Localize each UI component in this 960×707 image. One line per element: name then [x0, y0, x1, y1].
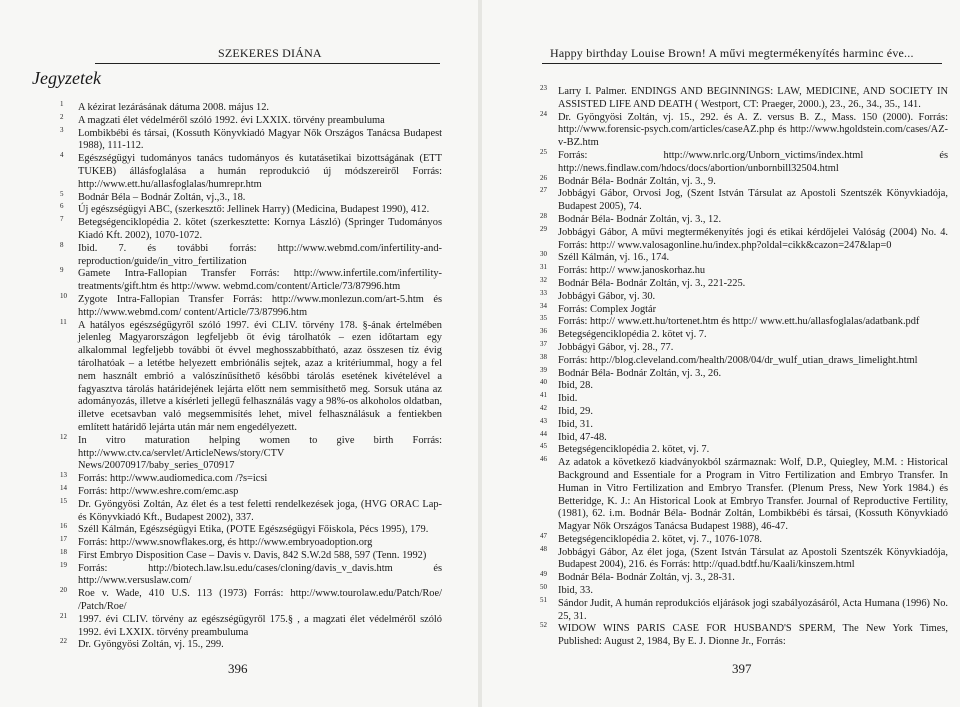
footnote	[540, 301, 948, 317]
footnote-number: 29	[540, 224, 547, 233]
footnote	[540, 416, 948, 432]
footnote-number: 15	[60, 496, 67, 505]
footnote	[60, 102, 442, 115]
footnote-text: First Embryo Disposition Case – Davis v. Davis, 842 S.W.2d 588, 597 (Tenn. 1992)	[78, 549, 427, 561]
header-rule-left	[95, 63, 440, 64]
footnote-text: Széll Kálmán, vj. 16., 174.	[558, 252, 670, 264]
footnote	[60, 153, 442, 191]
footnote	[60, 204, 442, 217]
footnote-text: Zygote Intra-Fallopian Transfer Forrás: http://www.monlezun.com/art-5.htm és http://www.webmd.com/ content/Article/73/87996.htm	[78, 293, 442, 318]
footnote-text: Bodnár Béla- Bodnár Zoltán, vj. 3., 12.	[558, 213, 722, 225]
footnote-number: 44	[540, 429, 547, 438]
footnote-number: 14	[60, 483, 67, 492]
footnote-text: Ibid.	[558, 393, 578, 405]
footnote-text: Sándor Judit, A humán reprodukciós eljárások jogi szabályozásáról, Acta Humana (1996) No. 25, 31.	[558, 597, 948, 622]
footnote	[60, 524, 442, 537]
footnote	[540, 86, 948, 112]
footnote-text: Ibid, 28.	[558, 380, 593, 392]
footnote-number: 25	[540, 147, 547, 156]
footnote-number: 34	[540, 301, 547, 310]
footnote-text: Dr. Gyöngyösi Zoltán, Az élet és a test feletti rendelkezések joga, (HVG ORAC Lap- és Könyvkiadó Kft., Budapest 2002), 337.	[78, 498, 442, 523]
footnote-number: 33	[540, 288, 547, 297]
footnote-text: 1997. évi CLIV. törvény az egészségügyről 175.§ , a magzati élet védelméről szóló 1992. évi LXXIX. törvény preambuluma	[78, 613, 442, 638]
footnote-number: 20	[60, 586, 67, 595]
section-title: Jegyzetek	[32, 68, 101, 88]
footnote-text: Széll Kálmán, Egészségügyi Etika, (POTE Egészségügyi Főiskola, Pécs 1995), 179.	[78, 524, 429, 536]
footnote	[540, 275, 948, 291]
footnote	[60, 611, 442, 640]
footnote-text: Dr. Gyöngyösi Zoltán, vj. 15., 299.	[78, 639, 224, 651]
footnote-text: Új egészségügyi ABC, (szerkesztő: Jellinek Harry) (Medicina, Budapest 1990), 412.	[78, 204, 430, 216]
footnote-number: 3	[60, 125, 64, 134]
footnote-text: Ibid, 33.	[558, 585, 593, 597]
right-page	[482, 0, 960, 707]
footnote-number: 24	[540, 109, 547, 118]
footnote-text: Gamete Intra-Fallopian Transfer Forrás: http://www.infertile.com/infertility-treatments/gift.htm és http://www. webmd.com/content/Article/73/87996.htm	[78, 268, 442, 293]
footnote	[540, 188, 948, 214]
footnote	[60, 560, 442, 589]
footnote-text: Forrás: http://biotech.law.lsu.edu/cases/cloning/davis_v_davis.htm és http://www.versuslaw.com/	[78, 562, 442, 587]
footnote	[540, 173, 948, 189]
footnote	[540, 595, 948, 624]
footnote-number: 50	[540, 583, 547, 592]
footnote-text: A kézirat lezárásának dátuma 2008. május 12.	[78, 102, 270, 113]
footnote-number: 32	[540, 275, 547, 284]
footnote-text: Forrás: http://blog.cleveland.com/health/2008/04/dr_wulf_utian_draws_limelight.html	[558, 354, 918, 366]
footnote-text: Forrás: Complex Jogtár	[558, 303, 657, 315]
footnote	[60, 547, 442, 563]
footnote-number: 51	[540, 595, 547, 604]
footnote	[60, 432, 442, 473]
footnote	[540, 444, 948, 457]
footnote-number: 23	[540, 84, 547, 92]
footnote-text: Jobbágyi Gábor, A művi megtermékenyítés jogi és etikai kérdőjelei Valóság (2004) No. 4. Forrás: http:// www.valosagonline.hu/index.php?oldal=cikk&cazon=247&lap=0	[558, 226, 948, 251]
footnote	[60, 588, 442, 614]
footnote	[60, 240, 442, 269]
left-page	[0, 0, 478, 707]
footnote-text: Jobbágyi Gábor, Az élet joga, (Szent István Társulat az Apostoli Szentszék Könyvkiadója, Budapest 2004), 216. és Forrás: http://quad.bdtf.hu/Kaali/kinszem.html	[558, 546, 948, 571]
footnote-text: Jobbágyi Gábor, Orvosi Jog, (Szent István Társulat az Apostoli Szentszék Könyvkiadója, Budapest 2005), 74.	[558, 188, 948, 213]
footnote	[540, 339, 948, 355]
footnote-text: Bodnár Béla- Bodnár Zoltán, vj. 3., 9.	[558, 175, 716, 187]
footnote-text: Jobbágyi Gábor, vj. 30.	[558, 290, 656, 302]
footnote-text: Ibid. 7. és további forrás: http://www.webmd.com/infertility-and-reproduction/guide/in_vitro_fertilization	[78, 242, 442, 267]
footnote	[540, 531, 948, 547]
footnote	[540, 365, 948, 381]
footnote-text: Ibid, 31.	[558, 418, 593, 430]
footnote-text: Betegségenciklopédia 2. kötet vj. 7.	[558, 329, 707, 341]
footnote-text: In vitro maturation helping women to give birth Forrás: http://www.ctv.ca/servlet/ArticleNews/story/CTV News/20070917/baby_series_070917	[78, 434, 442, 472]
footnote	[540, 403, 948, 419]
footnote	[60, 537, 442, 550]
footnote-number: 27	[540, 186, 547, 195]
footnote-text: Betegségenciklopédia 2. kötet (szerkesztette: Kornya László) (Springer Tudományos Kiadó Kft. 2002), 1070-1072.	[78, 217, 442, 241]
footnote-number: 5	[60, 189, 64, 198]
footnote-number: 35	[540, 314, 547, 323]
footnote-number: 8	[60, 240, 64, 249]
footnote-number: 13	[60, 471, 67, 480]
footnote-text: A hatályos egészségügyről szóló 1997. évi CLIV. törvény 178. §-ának értelmében jelenleg Magyarországon legfeljebb öt évig tárolhatók – ezen időtartam egy alkalommal legfeljebb további öt évvel meghosszabbítható, azaz összesen tíz évig tárolhatóak – a letétbe helyezett embriónális sejtek, azaz a kritériummal, hogy a fel nem használt embrió a valószínűsíthető későbbi tárolás esetének kivételével a fagyasztva tárolás határidejének lejárta előtt nem semmisíthető meg. Sorsuk utána az adományozás, illetve a kísérleti jellegű felhasználás vagy a 98%-os alkoholos oldatban, illetve ecetsavban való megsemmisítés lehet, mivel felhasználásuk a fentiekben említett határidő lejárta után már nem engedélyezett.	[78, 319, 442, 433]
footnote	[540, 572, 948, 585]
footnote	[540, 429, 948, 445]
footnote-text: Forrás: http://www.eshre.com/emc.asp	[78, 485, 239, 497]
running-header-right: Happy birthday Louise Brown! A művi megtermékenyítés harminc éve...	[550, 46, 914, 60]
footnote	[60, 112, 442, 128]
footnote-text: Az adatok a következő kiadványokból származnak: Wolf, D.P., Quiegley, M.M. : Historical Background and Essentiale for a Program in Vitro Fertilization and Embryo Transfer. In Human in Vitro Fertilization and Embryo Transfer. (Plenum Press, New York 1984.) és Betteridge, K. J.: An Historical Look at Embryo Transfer. Journal of Reproductive Fertility, (1981), 62. i.m. Bodnár Béla- Bodnár Zoltán, Lombikbébi és társai, (Kossuth Könyvkiadó Magyar Nők Országos Tanácsa Budapest 1988), 46-47.	[558, 457, 948, 533]
footnote-number: 17	[60, 535, 67, 544]
header-rule-right	[542, 63, 942, 64]
footnote-text: Jobbágyi Gábor, vj. 28., 77.	[558, 341, 674, 353]
footnote-number: 49	[540, 570, 547, 579]
footnote	[540, 316, 948, 329]
footnote	[540, 623, 948, 649]
footnote-number: 36	[540, 327, 547, 336]
footnote-text: Bodnár Béla- Bodnár Zoltán, vj. 3., 221-225.	[558, 277, 746, 289]
footnote-text: A magzati élet védelméről szóló 1992. évi LXXIX. törvény preambuluma	[78, 114, 385, 126]
footnote-text: Bodnár Béla- Bodnár Zoltán, vj. 3., 28-31.	[558, 572, 735, 584]
footnote	[540, 329, 948, 342]
footnote-number: 22	[60, 637, 67, 646]
footnote	[540, 352, 948, 368]
footnote-number: 47	[540, 531, 547, 540]
footnote-number: 16	[60, 522, 67, 531]
footnote-number: 52	[540, 621, 547, 630]
footnote-number: 11	[60, 317, 67, 326]
notes-list-right	[540, 86, 948, 649]
page-number-left: 396	[228, 661, 248, 676]
footnote	[540, 457, 948, 534]
footnote-number: 12	[60, 432, 67, 441]
footnote	[60, 291, 442, 320]
footnote-text: Ibid, 47-48.	[558, 431, 607, 443]
footnote	[540, 252, 948, 265]
footnote-text: Forrás: http:// www.ett.hu/tortenet.htm és http:// www.ett.hu/allasfoglalas/adatbank.pdf	[558, 316, 920, 328]
footnote-text: Roe v. Wade, 410 U.S. 113 (1973) Forrás: http://www.tourolaw.edu/Patch/Roe/ /Patch/Roe/	[78, 588, 442, 613]
footnote-number: 1	[60, 100, 64, 108]
footnote	[540, 380, 948, 393]
footnote-number: 9	[60, 266, 64, 275]
running-header-left: SZEKERES DIÁNA	[218, 46, 322, 60]
footnote-text: Betegségenciklopédia 2. kötet, vj. 7.	[558, 444, 710, 456]
footnote	[540, 224, 948, 253]
footnote-number: 43	[540, 416, 547, 425]
footnote	[540, 288, 948, 304]
footnote-number: 6	[60, 202, 64, 211]
footnote	[60, 639, 442, 652]
footnote	[540, 544, 948, 573]
footnote-number: 46	[540, 455, 547, 464]
footnote	[60, 483, 442, 499]
footnote-number: 26	[540, 173, 547, 182]
footnote-text: Forrás: http:// www.janoskorhaz.hu	[558, 265, 706, 277]
footnote-text: Forrás: http://www.snowflakes.org, és http://www.embryoadoption.org	[78, 537, 373, 549]
footnote	[540, 265, 948, 278]
footnote-number: 18	[60, 547, 67, 556]
footnote-number: 37	[540, 339, 547, 348]
footnote-text: Forrás: http://www.nrlc.org/Unborn_victims/index.html és http://news.findlaw.com/hdocs/docs/abortion/unbornbill32504.html	[558, 149, 948, 174]
footnote	[60, 496, 442, 525]
footnote-number: 2	[60, 112, 64, 121]
footnote-number: 41	[540, 391, 547, 400]
footnote	[60, 268, 442, 294]
footnote-number: 10	[60, 291, 67, 300]
footnote-text: WIDOW WINS PARIS CASE FOR HUSBAND'S SPERM, The New York Times, Published: August 2, 1984, By E. J. Dionne Jr., Forrás:	[558, 623, 948, 648]
footnote-number: 7	[60, 215, 64, 224]
footnote-text: Betegségenciklopédia 2. kötet, vj. 7., 1076-1078.	[558, 533, 763, 545]
page-number-right: 397	[732, 661, 752, 676]
footnote	[60, 125, 442, 154]
footnote	[540, 147, 948, 176]
notes-list-left	[60, 102, 442, 652]
footnote	[60, 317, 442, 435]
footnote	[540, 211, 948, 227]
footnote-number: 42	[540, 403, 547, 412]
footnote-text: Larry I. Palmer. ENDINGS AND BEGINNINGS: LAW, MEDICINE, AND SOCIETY IN ASSISTED LIFE AND DEATH ( Westport, CT: Praeger, 2000.), 23., 26., 34., 35., 141.	[558, 86, 948, 110]
footnote-number: 31	[540, 263, 547, 272]
footnote-number: 40	[540, 378, 547, 387]
footnote	[540, 585, 948, 598]
footnote-text: Forrás: http://www.audiomedica.com /?s=icsi	[78, 473, 268, 485]
footnote-number: 4	[60, 151, 64, 160]
footnote-number: 45	[540, 442, 547, 451]
footnote	[540, 109, 948, 150]
footnote	[540, 393, 948, 406]
footnote-text: Bodnár Béla – Bodnár Zoltán, vj.,3., 18.	[78, 191, 246, 203]
footnote-text: Lombikbébi és társai, (Kossuth Könyvkiadó Magyar Nők Országos Tanácsa Budapest 1988), 111-112.	[78, 127, 442, 152]
footnote	[60, 189, 442, 205]
footnote-number: 38	[540, 352, 547, 361]
footnote-number: 48	[540, 544, 547, 553]
footnote-number: 30	[540, 250, 547, 259]
footnote-text: Ibid, 29.	[558, 405, 593, 417]
footnote-text: Egészségügyi tudományos tanács tudományos és kutatásetikai bizottságának (ETT TUKEB) állásfoglalása a humán reprodukció új módszereiről Forrás: http://www.ett.hu/allasfoglalas/humrepr.htm	[78, 153, 442, 190]
footnote-text: Dr. Gyöngyösi Zoltán, vj. 15., 292. és A. Z. versus B. Z., Mass. 150 (2000). Forrás: http://www.forensic-psych.com/articles/caseAZ.php és http://www.hgoldstein.com/cases/AZ-v-BZ.htm	[558, 111, 948, 149]
footnote-number: 39	[540, 365, 547, 374]
footnote-number: 21	[60, 611, 67, 620]
footnote	[60, 217, 442, 243]
footnote-text: Bodnár Béla- Bodnár Zoltán, vj. 3., 26.	[558, 367, 722, 379]
footnote-number: 28	[540, 211, 547, 220]
footnote	[60, 473, 442, 486]
footnote-number: 19	[60, 560, 67, 569]
